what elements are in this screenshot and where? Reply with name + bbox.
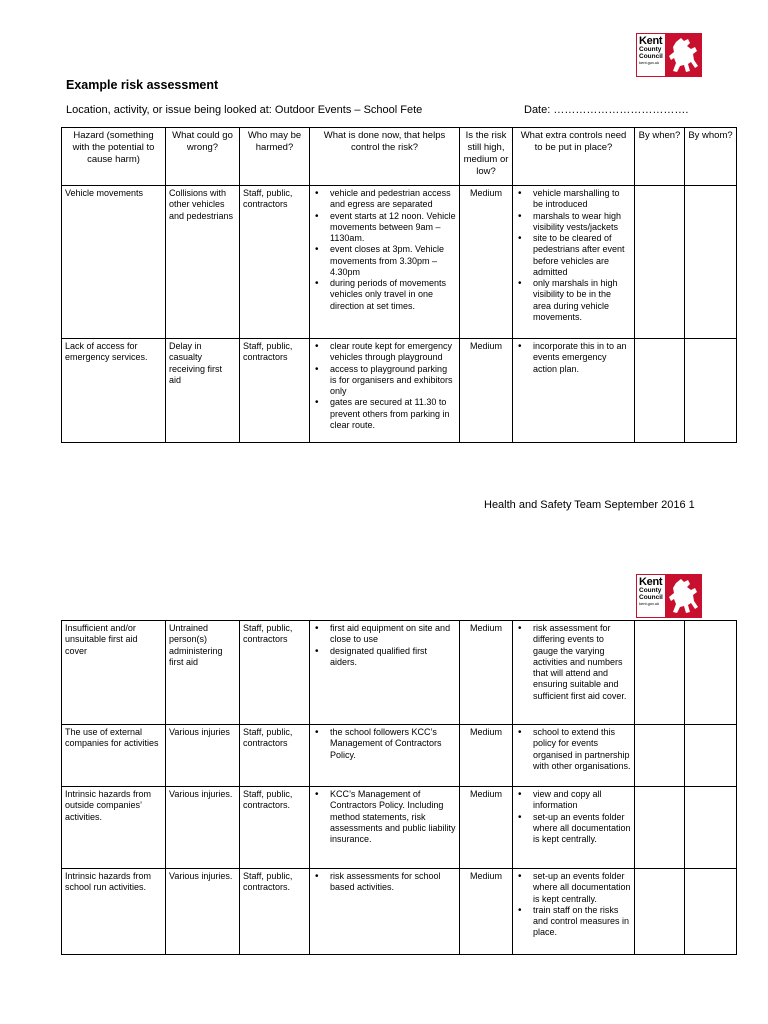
kent-county-council-logo — [636, 33, 702, 77]
list-item: • site to be cleared of pedestrians after event before vehicles are admitted — [516, 233, 631, 278]
extra-controls-cell — [513, 869, 635, 955]
hazard-cell: Intrinsic hazards from school run activities. — [62, 869, 166, 955]
white-horse-icon — [666, 574, 702, 618]
header-current-controls: What is done now, that helps control the risk? — [310, 128, 460, 186]
current-controls-cell — [310, 186, 460, 339]
list-item: • vehicle and pedestrian access and egress are separated — [313, 188, 456, 211]
risk-level-cell: Medium — [460, 621, 513, 725]
hazard-cell: Lack of access for emergency services. — [62, 339, 166, 443]
table-row — [62, 186, 737, 339]
table-header-row — [62, 128, 737, 186]
list-item: • vehicle marshalling to be introduced — [516, 188, 631, 211]
list-item: • incorporate this in to an events emergency action plan. — [516, 341, 631, 375]
who-harmed-cell: Staff, public, contractors. — [240, 869, 310, 955]
kent-county-council-logo — [636, 574, 702, 618]
list-item: • the school followers KCC’s Management of Contractors Policy. — [313, 727, 456, 761]
logo-url-text: kent.gov.uk — [639, 60, 660, 65]
extra-controls-cell — [513, 787, 635, 869]
header-who-harmed: Who may be harmed? — [240, 128, 310, 186]
hazard-cell: Vehicle movements — [62, 186, 166, 339]
page-footer: Health and Safety Team September 2016 1 — [484, 499, 695, 511]
white-horse-icon — [666, 33, 702, 77]
what-could-go-wrong-cell: Delay in casualty receiving first aid — [166, 339, 240, 443]
logo-wordmark — [636, 33, 666, 77]
extra-controls-cell — [513, 339, 635, 443]
list-item: • school to extend this policy for events organised in partnership with other organisations. — [516, 727, 631, 772]
by-when-cell[interactable] — [635, 339, 685, 443]
what-could-go-wrong-cell: Collisions with other vehicles and pedestrians — [166, 186, 240, 339]
logo-kent-text: Kent — [639, 35, 663, 47]
list-item: • train staff on the risks and control measures in place. — [516, 905, 631, 939]
list-item: • gates are secured at 11.30 to prevent others from parking in clear route. — [313, 397, 456, 431]
who-harmed-cell: Staff, public, contractors — [240, 339, 310, 443]
table-row — [62, 725, 737, 787]
by-whom-cell[interactable] — [685, 186, 737, 339]
header-extra-controls: What extra controls need to be put in place? — [513, 128, 635, 186]
header-risk-level: Is the risk still high, medium or low? — [460, 128, 513, 186]
by-when-cell[interactable] — [635, 725, 685, 787]
risk-level-cell: Medium — [460, 339, 513, 443]
logo-council-text: Council — [639, 593, 663, 601]
by-when-cell[interactable] — [635, 621, 685, 725]
by-when-cell[interactable] — [635, 186, 685, 339]
what-could-go-wrong-cell: Various injuries. — [166, 787, 240, 869]
current-controls-cell — [310, 621, 460, 725]
table-row — [62, 869, 737, 955]
hazard-cell: Insufficient and/or unsuitable first aid cover — [62, 621, 166, 725]
list-item: • event starts at 12 noon. Vehicle movements between 9am – 1130am. — [313, 211, 456, 245]
table-row — [62, 621, 737, 725]
list-item: • during periods of movements vehicles only travel in one direction at set times. — [313, 278, 456, 312]
table-row — [62, 787, 737, 869]
by-whom-cell[interactable] — [685, 787, 737, 869]
list-item: • risk assessment for differing events to gauge the varying activities and numbers that will attend and ensuring suitable and sufficient first aid cover. — [516, 623, 631, 702]
by-whom-cell[interactable] — [685, 339, 737, 443]
date-line: Date: ………………………………. — [524, 104, 689, 116]
what-could-go-wrong-cell: Untrained person(s) administering first aid — [166, 621, 240, 725]
list-item: • event closes at 3pm. Vehicle movements from 3.30pm – 4.30pm — [313, 244, 456, 278]
header-by-whom: By whom? — [685, 128, 737, 186]
who-harmed-cell: Staff, public, contractors — [240, 621, 310, 725]
list-item: • first aid equipment on site and close to use — [313, 623, 456, 646]
by-whom-cell[interactable] — [685, 621, 737, 725]
by-whom-cell[interactable] — [685, 725, 737, 787]
list-item: • set-up an events folder where all documentation is kept centrally. — [516, 871, 631, 905]
risk-assessment-table-page-1 — [61, 127, 737, 443]
list-item: • KCC’s Management of Contractors Policy. Including method statements, risk assessments and public liability insurance. — [313, 789, 456, 845]
current-controls-cell — [310, 725, 460, 787]
who-harmed-cell: Staff, public, contractors — [240, 725, 310, 787]
who-harmed-cell: Staff, public, contractors — [240, 186, 310, 339]
hazard-cell: The use of external companies for activities — [62, 725, 166, 787]
header-by-when: By when? — [635, 128, 685, 186]
risk-assessment-table-page-2 — [61, 620, 737, 955]
risk-level-cell: Medium — [460, 186, 513, 339]
list-item: • view and copy all information — [516, 789, 631, 812]
who-harmed-cell: Staff, public, contractors. — [240, 787, 310, 869]
risk-level-cell: Medium — [460, 725, 513, 787]
current-controls-cell — [310, 339, 460, 443]
by-when-cell[interactable] — [635, 787, 685, 869]
location-line: Location, activity, or issue being looked at: Outdoor Events – School Fete — [66, 104, 423, 116]
logo-county-text: County — [639, 587, 662, 594]
extra-controls-cell — [513, 725, 635, 787]
logo-kent-text: Kent — [639, 576, 663, 588]
logo-wordmark — [636, 574, 666, 618]
header-hazard: Hazard (something with the potential to cause harm) — [62, 128, 166, 186]
logo-council-text: Council — [639, 52, 663, 60]
list-item: • set-up an events folder where all documentation is kept centrally. — [516, 812, 631, 846]
risk-level-cell: Medium — [460, 787, 513, 869]
document-title: Example risk assessment — [66, 78, 219, 92]
table-row — [62, 339, 737, 443]
extra-controls-cell — [513, 621, 635, 725]
list-item: • marshals to wear high visibility vests/jackets — [516, 211, 631, 234]
extra-controls-cell — [513, 186, 635, 339]
header-what-could-go-wrong: What could go wrong? — [166, 128, 240, 186]
by-when-cell[interactable] — [635, 869, 685, 955]
logo-url-text: kent.gov.uk — [639, 601, 660, 606]
list-item: • designated qualified first aiders. — [313, 646, 456, 669]
list-item: • access to playground parking is for organisers and exhibitors only — [313, 364, 456, 398]
risk-level-cell: Medium — [460, 869, 513, 955]
what-could-go-wrong-cell: Various injuries — [166, 725, 240, 787]
current-controls-cell — [310, 869, 460, 955]
by-whom-cell[interactable] — [685, 869, 737, 955]
current-controls-cell — [310, 787, 460, 869]
what-could-go-wrong-cell: Various injuries. — [166, 869, 240, 955]
list-item: • clear route kept for emergency vehicles through playground — [313, 341, 456, 364]
list-item: • only marshals in high visibility to be in the area during vehicle movements. — [516, 278, 631, 323]
hazard-cell: Intrinsic hazards from outside companies’ activities. — [62, 787, 166, 869]
list-item: • risk assessments for school based activities. — [313, 871, 456, 894]
logo-county-text: County — [639, 46, 662, 53]
